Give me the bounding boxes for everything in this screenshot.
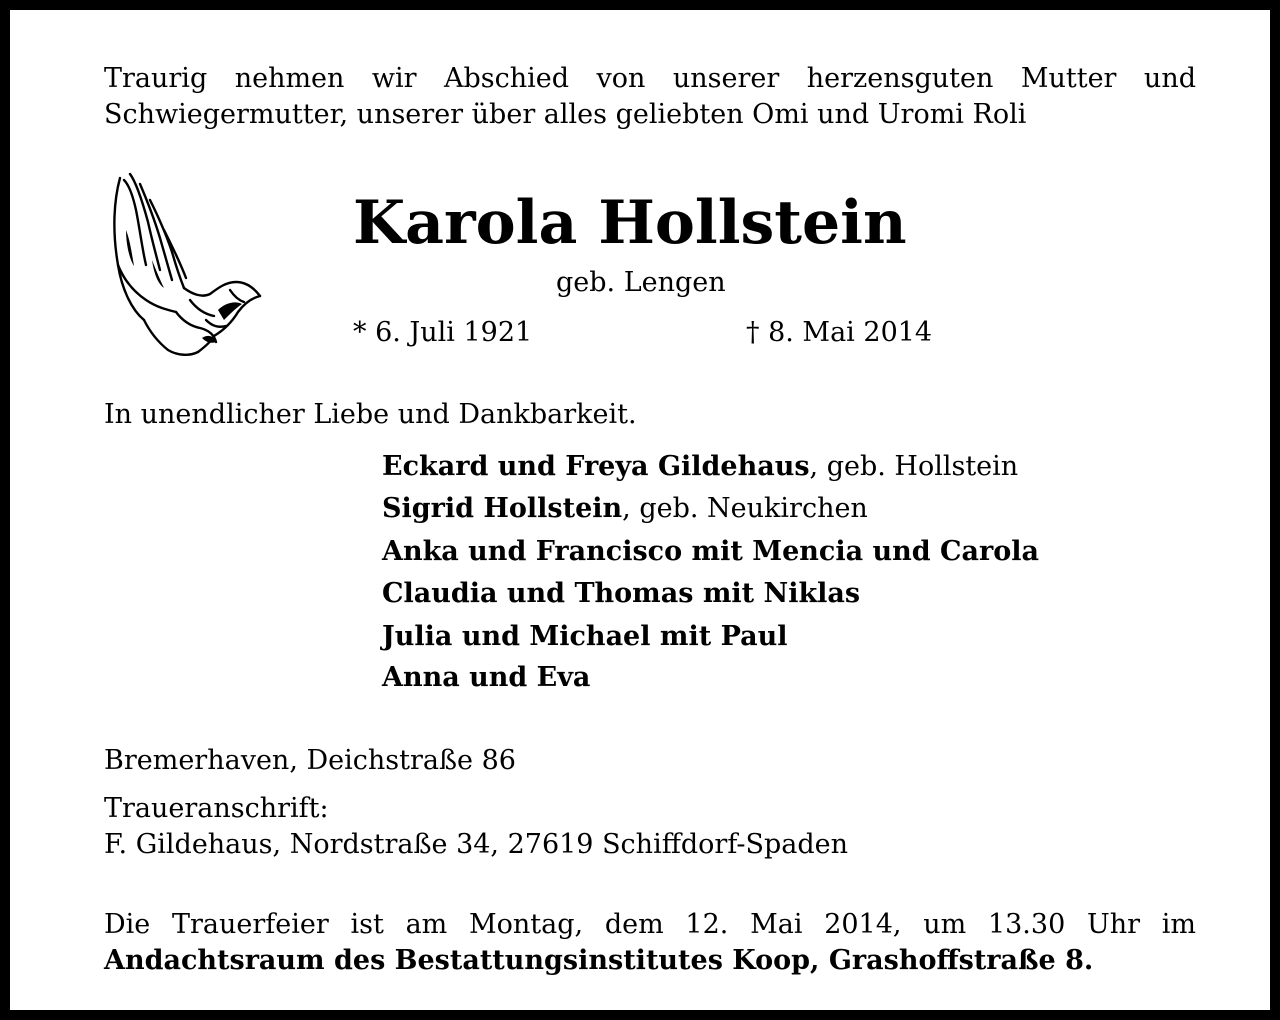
ceremony-line-1: Die Trauerfeier ist am Montag, dem 12. Mai 2014, um 13.30 Uhr im (104, 909, 1196, 940)
family-member-row (382, 450, 1018, 484)
intro-line-1: Traurig nehmen wir Abschied von unserer herzensguten Mutter und (104, 63, 1196, 94)
family-names: Anna und Eva (382, 662, 591, 693)
residence-address: Bremerhaven, Deichstraße 86 (104, 745, 516, 776)
family-names: Claudia und Thomas mit Niklas (382, 578, 861, 609)
maiden-name: geb. Lengen (556, 267, 726, 298)
family-names: Julia und Michael mit Paul (382, 621, 788, 652)
mourning-address-label: Traueranschrift: (104, 793, 329, 824)
family-names: Eckard und Freya Gildehaus (382, 451, 810, 482)
family-member-row (382, 620, 788, 654)
dedication-line: In unendlicher Liebe und Dankbarkeit. (104, 399, 637, 430)
family-suffix: , geb. Neukirchen (622, 493, 868, 524)
death-date: † 8. Mai 2014 (746, 317, 933, 348)
mourning-address-value: F. Gildehaus, Nordstraße 34, 27619 Schiffdorf-Spaden (104, 829, 849, 860)
deceased-name: Karola Hollstein (353, 188, 907, 258)
family-member-row (382, 661, 590, 695)
ceremony-line-2: Andachtsraum des Bestattungsinstitutes Koop, Grashoffstraße 8. (104, 945, 1094, 976)
praying-hands-icon (106, 170, 266, 360)
family-member-row (382, 577, 860, 611)
family-member-row (382, 492, 868, 526)
birth-date: * 6. Juli 1921 (353, 317, 533, 348)
family-names: Anka und Francisco mit Mencia und Carola (382, 536, 1040, 567)
family-member-row (382, 535, 1039, 569)
family-suffix: , geb. Hollstein (809, 451, 1019, 482)
intro-line-2: Schwiegermutter, unserer über alles geliebten Omi und Uromi Roli (104, 99, 1027, 130)
family-names: Sigrid Hollstein (382, 493, 623, 524)
